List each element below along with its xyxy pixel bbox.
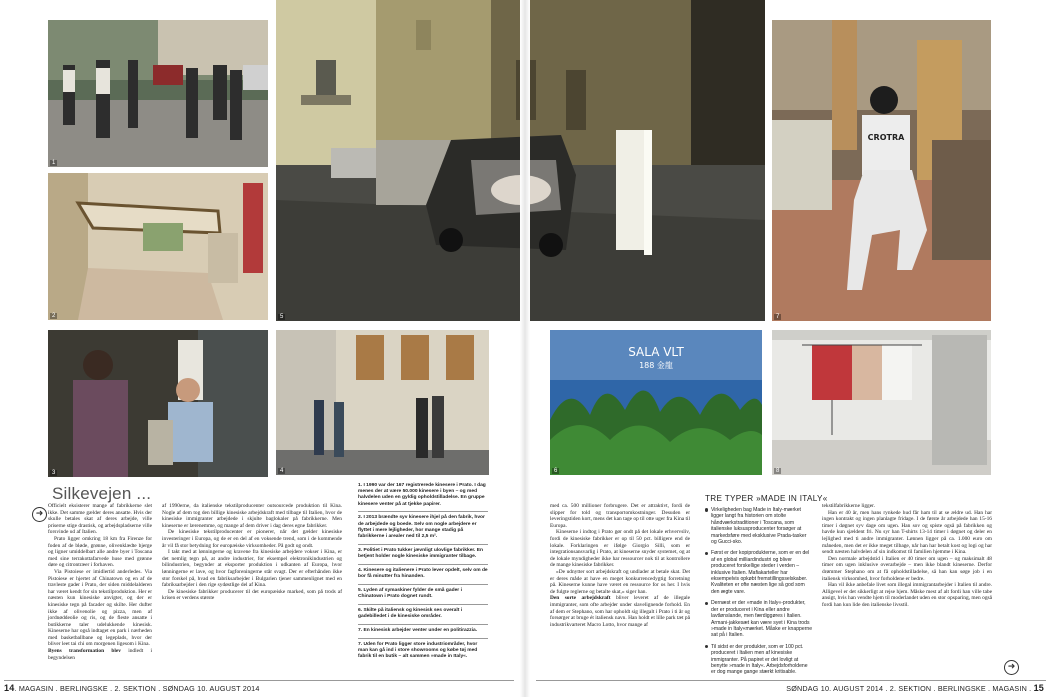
footer-rule-right <box>536 680 1046 681</box>
subheading: Byens transformation blev <box>48 648 121 655</box>
page-number: 15 <box>1033 683 1044 693</box>
body-column-2 <box>162 503 342 602</box>
paragraph: Kineserne i indtog i Prato gør ondt på det lokale erhvervsliv, fordi de kinesiske fabrikker er op til 50 pct. billigere end de lokale. Forklaringen er ifølge Giorgio Silli, som er integrationsansvarlig i Prato, at kineserne snyder systemet, og at de lokale myndigheder ikke har ressourcer nok til at kontrollere de mange kinesiske fabrikker. <box>550 529 690 569</box>
page-gutter <box>520 0 530 697</box>
photo-number: 6 <box>554 468 558 474</box>
bullet-item: Virkeligheden bag Made in Italy-mærket ligger langt fra historien om stolte håndværkstraditioner i Toscana, som italienske luksusproducenter forsøger at markedsføre med eksklusive Prada-tasker og Gucci-sko. <box>705 507 813 545</box>
photo-6-sign <box>550 330 762 475</box>
paragraph: »De udnytter sort arbejdskraft og undlader at betale skat. Det er deres måde at have en meget konkurrencedygtig forretning på. Kineserne kunne have været en ressource for os her. I hvis de fulgte reglerne og betalte skat,« siger han. <box>550 568 690 595</box>
paragraph: af 1990erne, da italienske tekstilproducenter outsourcede produktion til Kina. Nogle af dem tog den billige kinesiske arbejdskraft med tilbage til Italien, hvor de kinesiske immigranter arbejdede i skjulte baglokaler på fabrikkerne. Men kineserne er lærenemme, og mange af dem driver i dag deres egne fabrikker. <box>162 503 342 529</box>
sign-line-2: 188 金龍 <box>639 361 673 370</box>
photo-captions <box>358 483 488 664</box>
paragraph: Han er 40 år, men hans rynkede hud får ham til at se ældre ud. Han har ingen kontrakt og ingen planlagte fridage. I de første år arbejdede han 15-16 timer i døgnet syv dage om ugen. Han sov og spiste også på fabrikken og havde kun sjældent fri. Nu syr han T-shirts 13-14 timer i døgnet og deler en lejlighed med ti andre immigranter. Lønnen ligger på ca. 1.000 euro om måneden, men det er ikke meget tilbage, når han har betalt kost og logi og har sendt næsten halvdelen af sin indkomst til familien hjemme i Kina. <box>822 509 992 556</box>
caption-5: 5. Lyden af symaskiner fylder de små gader i Chinatown i Prato dognet rundt. <box>358 587 462 600</box>
arrow-right-circle-icon[interactable]: ➜ <box>32 507 47 522</box>
body-column-1 <box>48 503 152 661</box>
photo-number: 8 <box>776 468 780 474</box>
footer-text: . MAGASIN . BERLINGSKE . 2. SEKTION . SØNDAG 10. AUGUST 2014 <box>14 684 260 693</box>
photo-number: 2 <box>52 313 56 319</box>
body-column-3 <box>550 503 690 628</box>
photo-number: 7 <box>776 314 780 320</box>
paragraph: Via Pistoiese er imidlertid anderledes. Via Pistoiese er hjertet af Chinatown og en af de travleste gader i Prato, der siden middelalderen har været kendt for sin tekstilproduktion. Her er næsten kun kinesiske anvigter, og der er kinesiske tegn på facader og skilte. Her dufter ikke af olivenolie og pizza, men af jordnøddeolie og ris, og de fleste ansatte i butikkerne taler udelukkende kinesisk. Kineserne har også indtaget en park i nærheden med basketballbane og legeplads, hvor der bliver leet tai chi om morgenen ligesom i Kina. <box>48 568 152 648</box>
paragraph: I takt med at lønningerne og kravene fra kinesiske arbejdere vokser i Kina, er det nemlig tegn på, at andre industrier, for eksempel elektronikindustrien og bilindustrien, begynder at eksporter produktion i udkanten af Europa, hvor lønningerne er lave, og hvor fagforeningerne står svagt. Der er efterhånden ikke stor forskel på, hvad en fabriksarbejder i Bulgarien tjener sammenlignet med en fabriksarbejder i den rige sydøstlige del af Kina. <box>162 549 342 589</box>
caption-8: 7. Uden for Prato ligger store industriområder, hvor man kan gå ind i store showrooms og købe tøj med fabrik til en butik – alt sammen »made in Italy«. <box>358 641 478 660</box>
sign-line-1: SALA VLT <box>628 345 684 359</box>
photo-4-street-corner <box>276 330 489 475</box>
photo-3-police <box>48 330 268 477</box>
article-headline: Silkevejen ... <box>52 484 152 503</box>
caption-1: 1. I 1990 var der 167 registrerede kinesere i Prato. I dag menes der at være 50.000 kinesere i byen – og med halvdelen uden en gyldig opholdstilladelse. En gruppe kinesere venter på at tjekke papirer. <box>358 483 486 507</box>
paragraph: indledt i begyndelsen <box>48 648 152 661</box>
caption-7: 7. En kinesisk arbejder venter under en politirazzia. <box>358 627 478 633</box>
paragraph: De kinesiske tekstilproducenter er pionerer, når det gælder kinesiske investeringer i Europa, og de er en del af en voksende trend, som i de kommende år vil få stor betydning for europæiske virksomheder. På godt og ondt. <box>162 529 342 549</box>
footer-left <box>4 683 260 693</box>
footer-rule-left <box>4 680 514 681</box>
bullet-item: Først er der kopiprodukterne, som er en del af en global milliardindustri og bliver produceret forskellige steder i verden – inklusive Italien. Mafiakarteller har eksempelvis opkøbt fremstillingsselskaber. Kvaliteten er ofte næsten lige så god som den ægte vare. <box>705 550 813 595</box>
paragraph: bliver leveret af de illegale immigranter, som ofte arbejder under slavelignende forhold. En af dem er Stephano, som har opholdt sig illegalt i Prato i ti år og forsørger at bruge ét italiensk navn. Han holdt et lille park tæt på industrikvarteret Macro Lotto, hvor mange af <box>550 595 690 628</box>
caption-6: 6. Skilte på italiensk og kinesisk ses overalt i gadebilledet i de kinesiske områder. <box>358 607 463 620</box>
photo-number: 4 <box>280 468 284 474</box>
photo-7-worker <box>772 20 991 321</box>
sidebar-title: TRE TYPER »MADE IN ITALY« <box>705 494 828 503</box>
photo-shirt-text: CROTRA <box>867 133 905 142</box>
paragraph: Prato ligger omkring 18 km fra Firenze for foden af de bløde, grønne, olivenklædte bjerge og ligner umiddelbart alle andre byer i Toscana med sine terrakottafarvede huse med grønne døre og citrontræer i forhaven. <box>48 535 152 569</box>
footer-text: SØNDAG 10. AUGUST 2014 . 2. SEKTION . BERLINGSKE . MAGASIN . <box>786 684 1032 693</box>
bullet-item: Til sidst er der produkter, som er 100 pct. produceret i Italien men af kinesiske immigranter. På papiret er det lovligt at benytte »made in Italy«. Arbejdsforholdene er dog mange gange stærkt kritisable. <box>705 644 813 676</box>
photo-1-street-group <box>48 20 268 167</box>
paragraph: med ca. 500 millioner forbrugere. Det er attraktivt, fordi de slipper for told og transportomkostninger. Desuden er leveringstiden kort, mens det kan tage op til otte uger fra Kina til Europa. <box>550 503 690 529</box>
caption-2: 2. I 2013 brændte syv kinesere ihjel på den fabrik, hvor de arbejdede og boede. Selv om nogle arbejdere er flyttet i mere lejligheder, hor mange stadig på fabrikkerne i arealer ned til 2,5 m². <box>358 515 485 540</box>
caption-4: 4. Kinesere og italienere i Prato lever opdelt, selv om de bor få minutter fra hinanden. <box>358 567 488 580</box>
photo-number: 3 <box>52 470 56 476</box>
paragraph: tekstilfabrikkerne ligger. <box>822 503 875 509</box>
paragraph: Han vil ikke anbefale livet som illegal immigrantarbejder i Italien til andre. Alligevel er det sikkerligt at rejse hjem. Måske mest af alt fordi han ville tabe ansigt, hvis han vendte hjem til moderlandet uden en stor opsparing, men også fordi han kun lide den italienske livsstil. <box>822 582 992 608</box>
arrow-right-circle-icon[interactable]: ➜ <box>1004 660 1019 675</box>
subheading: Den sorte arbejdskraft <box>550 595 611 602</box>
photo-8-showroom <box>772 330 991 475</box>
page-number: 14 <box>4 683 15 693</box>
paragraph: De kinesiske fabrikker producerer til det europæiske marked, som på trods af krisen er verdens største <box>162 588 342 602</box>
sidebar-bullets <box>705 507 813 681</box>
photo-2-room <box>48 173 268 320</box>
caption-3: 3. Politiet i Prato tukker jævnligt ulovlige fabrikker. En betjent holder nogle kinesiske immigranter tilbage. <box>358 547 484 560</box>
paragraph: Officielt eksisterer mange af fabrikkerne slet ikke. Det samme gælder deres ansatte. Hvis der skulle betales skat af deres arbejde, ville priserne stige drastisk, og arbejdspladserne ville forsvinde ud af Italien. <box>48 503 152 536</box>
photo-number: 1 <box>52 160 56 166</box>
bullet-item: Dernæst er der »made in Italy«-produkter, der er produceret i Kina eller andre lavtlønslande, men færdiggøres i Italien. Armani-jakkesæt kan være syet i Kina trods »made in Italy«mærket. Måske er knapperne sat på i Italien. <box>705 600 813 638</box>
footer-right <box>786 683 1044 693</box>
paragraph: Den normale arbejdstid i Italien er 40 timer om ugen – og maksimalt 48 timer om ugen inklusive overarbejde – men ikke blandt kineserne. Derfor drømmer Stephano om at få opholdstilladelse, så han kan søge job i en italiensk virksomhed, hvor forholdene er bedre. <box>822 555 992 582</box>
body-column-5 <box>822 503 992 609</box>
photo-number: 5 <box>280 314 284 320</box>
